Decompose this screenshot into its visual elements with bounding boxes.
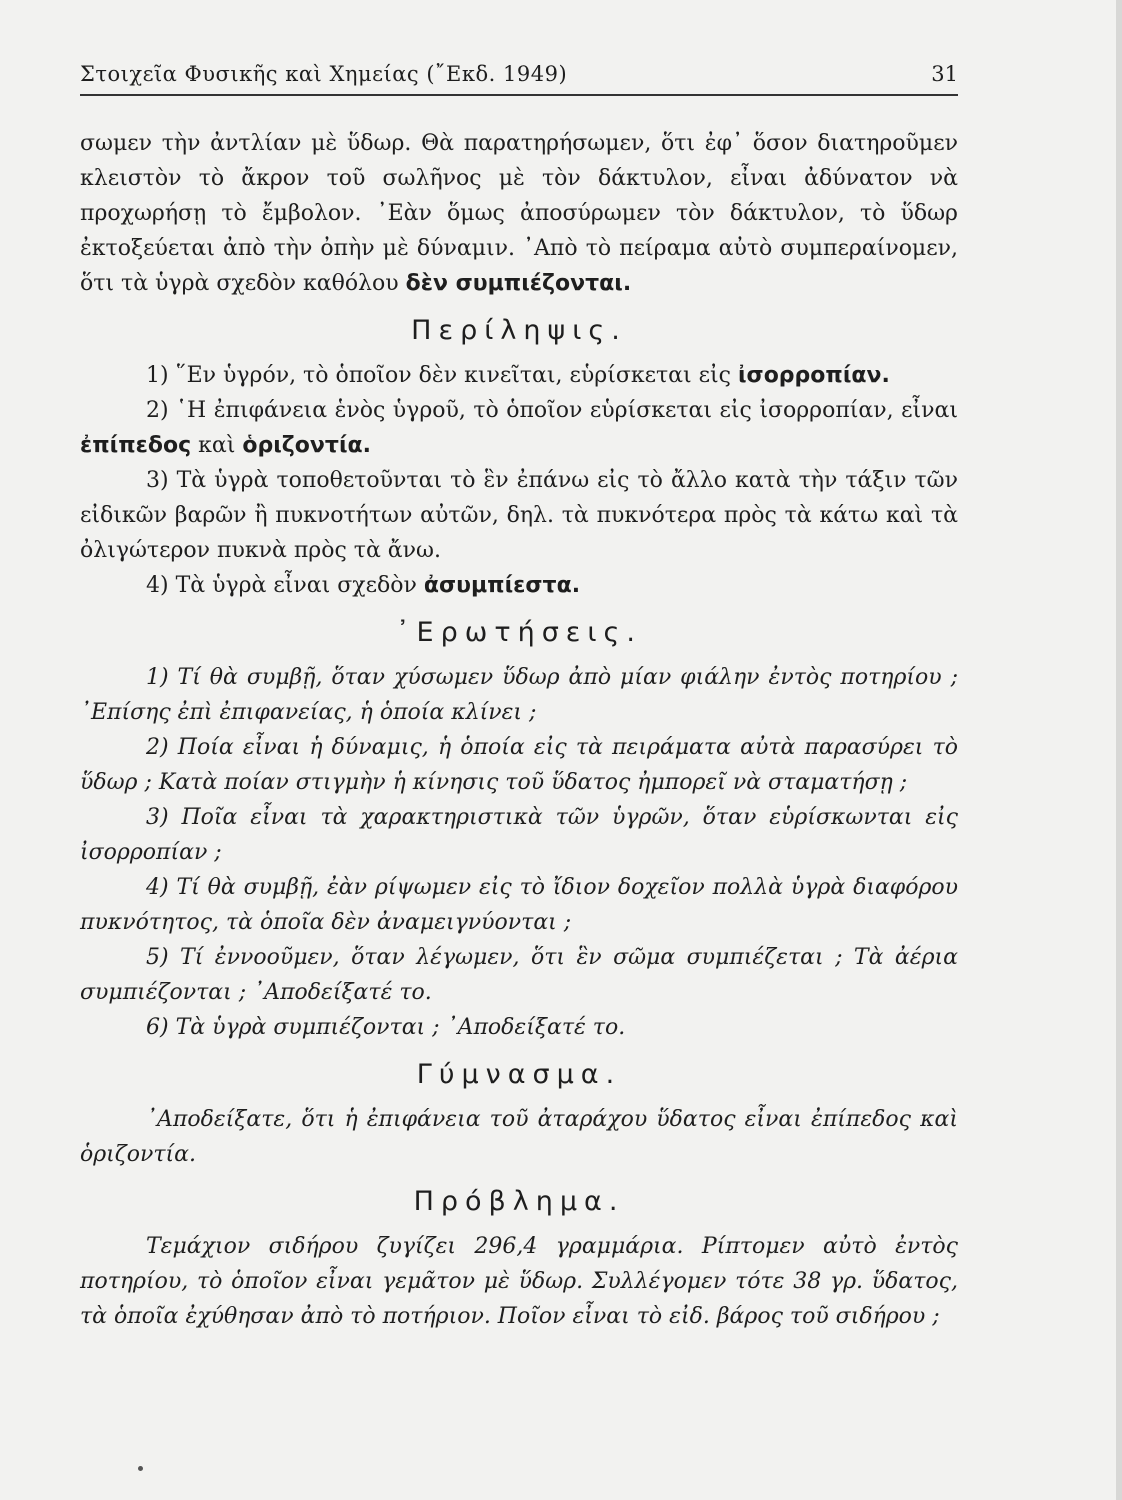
question-2: 2) Ποία εἶναι ἡ δύναμις, ἡ ὁποία εἰς τὰ πειράματα αὐτὰ παρασύρει τὸ ὕδωρ ; Κατὰ ποίαν στιγμὴν ἡ κίνησις τοῦ ὕδατος ἠμπορεῖ νὰ σταματήσῃ ; — [80, 735, 958, 795]
page-number: 31 — [931, 62, 958, 86]
page-body — [80, 126, 958, 1334]
question-4: 4) Τί θὰ συμβῇ, ἐὰν ρίψωμεν εἰς τὸ ἴδιον δοχεῖον πολλὰ ὑγρὰ διαφόρου πυκνότητος, τὰ ὁποῖα δὲν ἀναμειγνύονται ; — [80, 875, 958, 935]
intro-paragraph — [80, 126, 958, 301]
problem-heading: Πρόβλημα. — [413, 1186, 625, 1217]
book-title: Στοιχεῖα Φυσικῆς καὶ Χημείας (῎Εκδ. 1949) — [80, 62, 568, 86]
exercise-heading: Γύμνασμα. — [416, 1059, 622, 1090]
summary-item-2: 2) ῾Η ἐπιφάνεια ἑνὸς ὑγροῦ, τὸ ὁποῖον εὑρίσκεται εἰς ἰσορροπίαν, εἶναι ἐπίπεδος καὶ ὁριζοντία. — [80, 398, 958, 458]
question-3: 3) Ποῖα εἶναι τὰ χαρακτηριστικὰ τῶν ὑγρῶν, ὅταν εὑρίσκωνται εἰς ἰσορροπίαν ; — [80, 805, 958, 865]
exercise-text: ᾽Αποδείξατε, ὅτι ἡ ἐπιφάνεια τοῦ ἀταράχου ὕδατος εἶναι ἐπίπεδος καὶ ὁριζοντία. — [80, 1107, 958, 1167]
summary-item-1: 1) ῞Εν ὑγρόν, τὸ ὁποῖον δὲν κινεῖται, εὑρίσκεται εἰς ἰσορροπίαν. — [146, 363, 890, 388]
summary-item-4: 4) Τὰ ὑγρὰ εἶναι σχεδὸν ἀσυμπίεστα. — [146, 573, 581, 598]
running-header — [80, 58, 958, 96]
ink-speck — [138, 1466, 143, 1471]
page-edge-shadow — [1116, 0, 1122, 1500]
intro-text: σωμεν τὴν ἀντλίαν μὲ ὕδωρ. Θὰ παρατηρήσωμεν, ὅτι ἐφ᾽ ὅσον διατηροῦμεν κλειστὸν τὸ ἄκρον τοῦ σωλῆνος μὲ τὸν δάκτυλον, εἶναι ἀδύνατον νὰ προχωρήσῃ τὸ ἔμβολον. ᾽Εὰν ὅμως ἀποσύρωμεν τὸν δάκτυλον, τὸ ὕδωρ ἐκτοξεύεται ἀπὸ τὴν ὀπὴν μὲ δύναμιν. ᾽Απὸ τὸ πείραμα αὐτὸ συμπεραίνομεν, ὅτι τὰ ὑγρὰ σχεδὸν καθόλου — [80, 131, 958, 296]
problem-text: Τεμάχιον σιδήρου ζυγίζει 296,4 γραμμάρια. Ρίπτομεν αὐτὸ ἐντὸς ποτηρίου, τὸ ὁποῖον εἶναι γεμᾶτον μὲ ὕδωρ. Συλλέγομεν τότε 38 γρ. ὕδατος, τὰ ὁποῖα ἐχύθησαν ἀπὸ τὸ ποτήριον. Ποῖον εἶναι τὸ εἰδ. βάρος τοῦ σιδήρου ; — [80, 1234, 958, 1329]
question-5: 5) Τί ἐννοοῦμεν, ὅταν λέγωμεν, ὅτι ἓν σῶμα συμπιέζεται ; Τὰ ἀέρια συμπιέζονται ; ᾽Αποδείξατέ το. — [80, 945, 958, 1005]
intro-bold-conclusion: δὲν συμπιέζονται. — [405, 271, 632, 296]
summary-item-3: 3) Τὰ ὑγρὰ τοποθετοῦνται τὸ ἓν ἐπάνω εἰς τὸ ἄλλο κατὰ τὴν τάξιν τῶν εἰδικῶν βαρῶν ἢ πυκνοτήτων αὐτῶν, δηλ. τὰ πυκνότερα πρὸς τὰ κάτω καὶ τὰ ὀλιγώτερον πυκνὰ πρὸς τὰ ἄνω. — [80, 468, 958, 563]
summary-heading: Περίληψις. — [411, 315, 627, 346]
question-6: 6) Τὰ ὑγρὰ συμπιέζονται ; ᾽Αποδείξατέ το. — [146, 1015, 626, 1040]
question-1: 1) Τί θὰ συμβῇ, ὅταν χύσωμεν ὕδωρ ἀπὸ μίαν φιάλην ἐντὸς ποτηρίου ; ᾽Επίσης ἐπὶ ἐπιφανείας, ἡ ὁποία κλίνει ; — [80, 665, 958, 725]
questions-heading: ᾽Ερωτήσεις. — [396, 617, 642, 648]
